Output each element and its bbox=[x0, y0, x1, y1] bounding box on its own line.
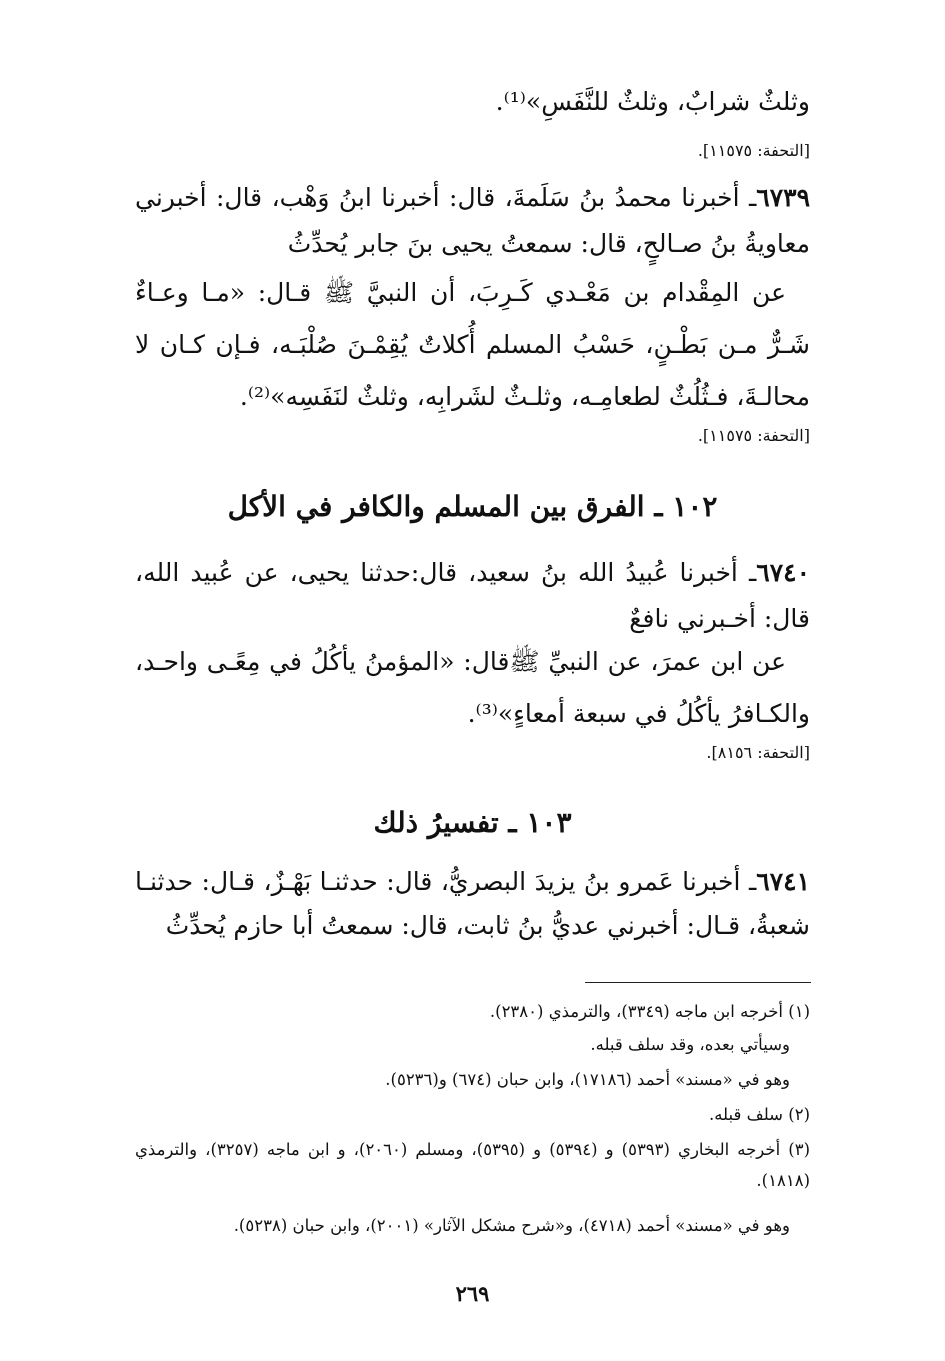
hadith-6740-matn: عن ابن عمرَ، عن النبيِّ ﷺقال: «المؤمنُ يأكُلُ في مِعًـى واحـد، والكـافرُ يأكُلُ في سبعة أمعاءٍ»⁽³⁾. bbox=[135, 647, 810, 728]
footnote-1-cont: وسيأتي بعده، وقد سلف قبله. bbox=[590, 1035, 790, 1054]
footnote-3-cont: وهو في «مسند» أحمد (٤٧١٨)، و«شرح مشكل الآثار» (٢٠٠١)، وابن حبان (٥٢٣٨). bbox=[233, 1216, 790, 1235]
continued-hadith-text: وثلثٌ شرابٌ، وثلثٌ للنَّفَسِ»⁽¹⁾. bbox=[495, 87, 810, 116]
isnad-text: ـ أخبرنا عُبيدُ الله بنُ سعيد، قال:حدثنا يحيى، عن عُبيد الله، قال: أخـبرني نافعٌ bbox=[135, 558, 810, 633]
hadith-6740-isnad bbox=[135, 550, 810, 642]
footnote-1-cont: وهو في «مسند» أحمد (١٧١٨٦)، وابن حبان (٦٧٤) و(٥٢٣٦). bbox=[385, 1070, 790, 1089]
tuhfa-reference: [التحفة: ٨١٥٦]. bbox=[706, 743, 810, 762]
hadith-6739-matn: عن المِقْدام بن مَعْـدي كَـرِبَ، أن النبيَّ ﷺ قـال: «مـا وعـاءٌ شَـرٌّ مـن بَطْـنٍ، حَسْبُ المسلم أُكلاتٌ يُقِمْـنَ صُلْبَـه، فـإن كـان لا محالـةَ، فـثُلُثٌ لطعامِـه، وثلـثٌ لشَرابِه، وثلثٌ لنَفَسِه»⁽²⁾. bbox=[135, 278, 810, 411]
tuhfa-reference: [التحفة: ١١٥٧٥]. bbox=[697, 141, 810, 160]
tuhfa-reference: [التحفة: ١١٥٧٥]. bbox=[697, 426, 810, 445]
chapter-heading-103: ١٠٣ ـ تفسيرُ ذلك bbox=[373, 806, 572, 839]
footnote-3: (٣) أخرجه البخاري (٥٣٩٣) و (٥٣٩٤) و (٥٣٩٥)، ومسلم (٢٠٦٠)، و ابن ماجه (٣٢٥٧)، والترمذي (١٨١٨). bbox=[135, 1140, 810, 1190]
footnote-1: (١) أخرجه ابن ماجه (٣٣٤٩)، والترمذي (٢٣٨٠). bbox=[489, 1002, 810, 1021]
hadith-number: ٦٧٣٩ bbox=[756, 183, 810, 212]
hadith-6739-isnad bbox=[135, 175, 810, 267]
isnad-text: ـ أخبرنا عَمرو بنُ يزيدَ البصريُّ، قال: حدثنـا بَهْـزٌ، قـال: حدثنـا شعبةُ، قـال: أخبرني عديُّ بنُ ثابت، قال: سمعتُ أبا حازم يُحدِّثُ bbox=[135, 867, 810, 940]
footnote-2: (٢) سلف قبله. bbox=[708, 1105, 810, 1124]
page-number: ٢٦٩ bbox=[455, 1281, 490, 1306]
isnad-text: ـ أخبرنا محمدُ بنُ سَلَمةَ، قال: أخبرنا ابنُ وَهْب، قال: أخبرني معاويةُ بنُ صـالحٍ، قال: سمعتُ يحيى بنَ جابر يُحدِّثُ bbox=[135, 183, 810, 258]
hadith-number: ٦٧٤٠ bbox=[756, 558, 810, 587]
footnote-separator bbox=[585, 982, 811, 983]
hadith-6741-isnad bbox=[135, 860, 810, 948]
chapter-heading-102: ١٠٢ ـ الفرق بين المسلم والكافر في الأكل bbox=[227, 490, 718, 523]
hadith-number: ٦٧٤١ bbox=[756, 867, 810, 896]
